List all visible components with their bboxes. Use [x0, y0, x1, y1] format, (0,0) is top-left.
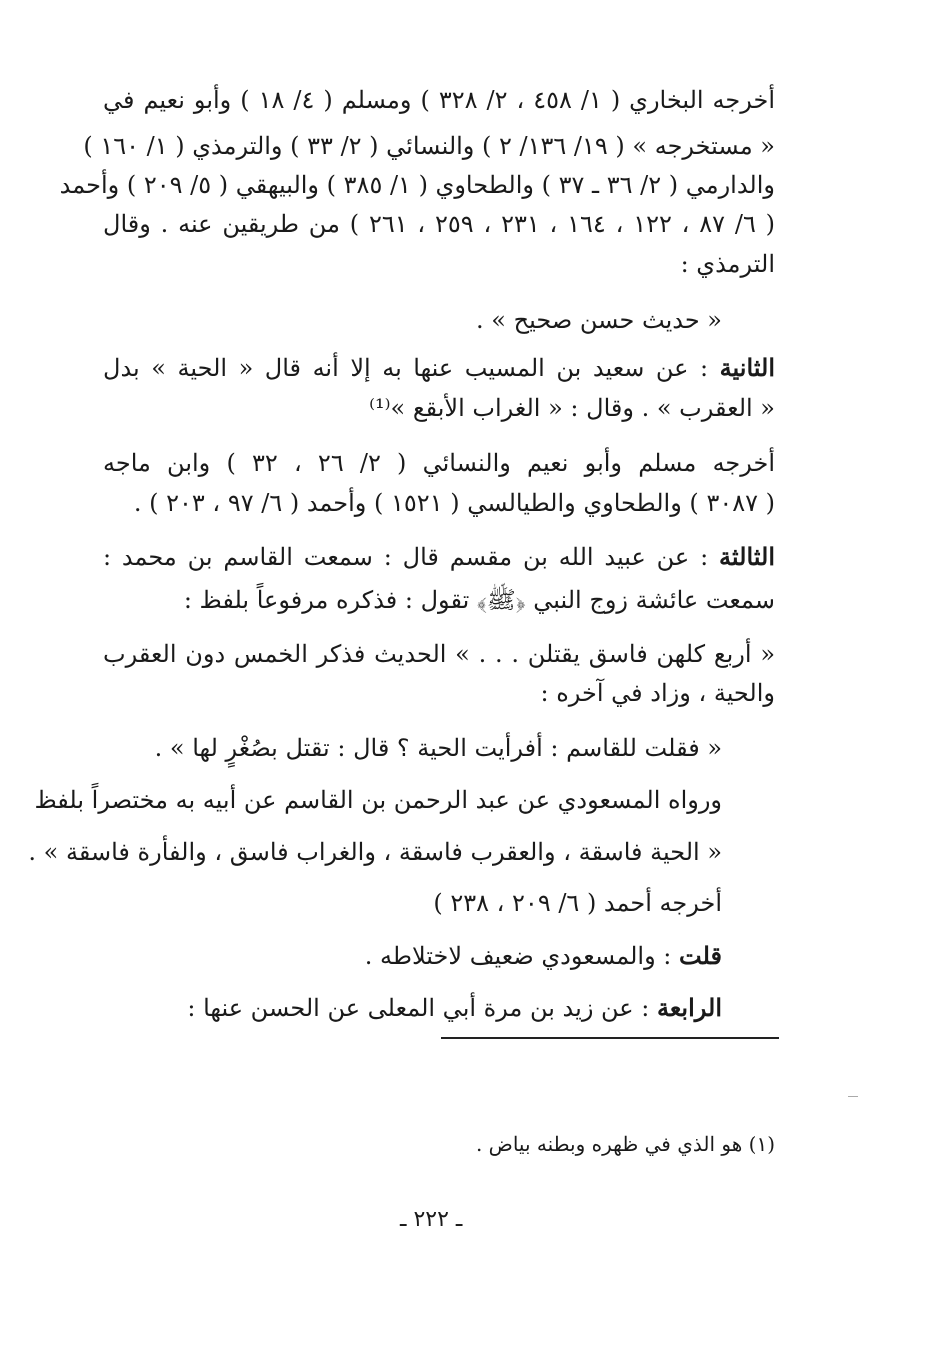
text-line-19-body: : والمسعودي ضعيف لاختلاطه .: [364, 942, 680, 970]
text-line-10: ( ٣٠٨٧ ) والطحاوي والطيالسي ( ١٥٢١ ) وأحمد ( ٦/ ٩٧ ، ٢٠٣ ) .: [133, 489, 775, 517]
text-line-7-body: : عن سعيد بن المسيب عنها به إلا أنه قال « الحية » بدل: [103, 354, 720, 382]
text-line-5: الترمذي :: [680, 250, 775, 278]
text-line-20-body: : عن زيد بن مرة أبي المعلى عن الحسن عنها :: [187, 994, 657, 1022]
text-line-9: أخرجه مسلم وأبو نعيم والنسائي ( ٢/ ٢٦ ، ٣٢ ) وابن ماجه: [103, 449, 776, 477]
text-line-18: أخرجه أحمد ( ٦/ ٢٠٩ ، ٢٣٨ ): [433, 889, 722, 917]
text-line-1: أخرجه البخاري ( ١/ ٤٥٨ ، ٢/ ٣٢٨ ) ومسلم ( ٤/ ١٨ ) وأبو نعيم في: [103, 86, 776, 114]
text-line-20: [187, 993, 722, 1022]
text-line-4: ( ٦/ ٨٧ ، ١٢٢ ، ١٦٤ ، ٢٣١ ، ٢٥٩ ، ٢٦١ ) من طريقين عنه . وقال: [103, 210, 776, 238]
text-line-8: « العقرب » . وقال : « الغراب الأبقع »⁽¹⁾: [369, 394, 775, 422]
page-number: ـ ٢٢٢ ـ: [400, 1207, 463, 1232]
text-line-2: « مستخرجه » ( ١٩/ ١٣٦/ ٢ ) والنسائي ( ٢/ ٣٣ ) والترمذي ( ١/ ١٦٠ ): [83, 132, 775, 160]
footnote-separator: [441, 1037, 779, 1039]
section-heading-third: الثالثة: [719, 542, 775, 571]
text-line-6: « حديث حسن صحيح » .: [476, 306, 722, 334]
footnote: (١) هو الذي في ظهره وبطنه بياض .: [475, 1132, 775, 1156]
text-line-15: « فقلت للقاسم : أفرأيت الحية ؟ قال : تقتل بصُغْرٍ لها » .: [154, 734, 722, 762]
text-line-11-body: : عن عبيد الله بن مقسم قال : سمعت القاسم بن محمد :: [103, 543, 720, 571]
text-line-12: سمعت عائشة زوج النبي ﴿ﷺ﴾ تقول : فذكره مرفوعاً بلفظ :: [183, 586, 775, 614]
qultu-label: قلت: [679, 941, 722, 970]
scan-speck: [848, 1096, 858, 1097]
text-line-17: « الحية فاسقة ، والعقرب فاسقة ، والغراب فاسق ، والفأرة فاسقة » .: [28, 838, 722, 866]
section-heading-second: الثانية: [719, 353, 775, 382]
section-heading-fourth: الرابعة: [656, 993, 722, 1022]
text-line-3: والدارمي ( ٢/ ٣٦ ـ ٣٧ ) والطحاوي ( ١/ ٣٨٥ ) والبيهقي ( ٥/ ٢٠٩ ) وأحمد: [59, 171, 775, 199]
text-line-13: « أربع كلهن فاسق يقتلن . . . » الحديث فذكر الخمس دون العقرب: [103, 640, 776, 668]
text-line-11: [103, 542, 775, 571]
text-line-7: [103, 353, 775, 382]
text-line-19: [364, 941, 722, 970]
text-line-14: والحية ، وزاد في آخره :: [540, 679, 775, 707]
text-line-16: ورواه المسعودي عن عبد الرحمن بن القاسم عن أبيه به مختصراً بلفظ: [34, 786, 722, 814]
